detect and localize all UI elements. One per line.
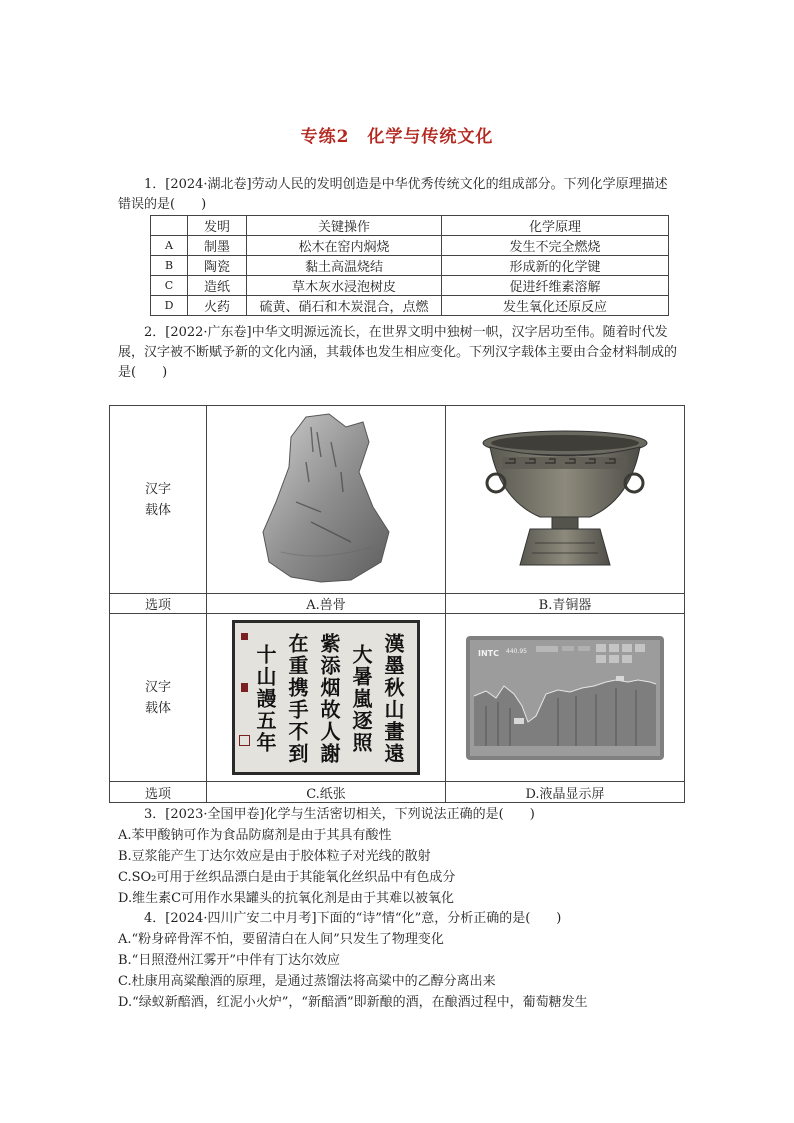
image-cell — [446, 406, 684, 593]
image-cell — [207, 406, 446, 593]
option-b: B.青铜器 — [538, 598, 592, 613]
question-3-option-c: C.SO₂可用于丝织品漂白是由于其能氧化丝织品中有色成分 — [118, 870, 456, 885]
table-cell: 促进纤维素溶解 — [442, 276, 669, 296]
table-row — [110, 782, 684, 802]
option-label: 选项 — [110, 782, 207, 802]
table-row — [110, 594, 684, 614]
question-4-stem: 4．[2024·四川广安二中月考]下面的“诗”情“化”意，分析正确的是( ) — [144, 911, 562, 926]
question-3-option-b: B.豆浆能产生丁达尔效应是由于胶体粒子对光线的散射 — [118, 849, 431, 864]
table-header-cell — [151, 216, 188, 236]
table-cell: 火药 — [188, 296, 247, 316]
table-header-cell: 发明 — [188, 216, 247, 236]
carrier-label: 汉字 — [144, 481, 171, 497]
table-cell: C — [151, 276, 188, 296]
calligraphy-paper-image — [232, 620, 420, 775]
carrier-label-cell — [110, 614, 207, 781]
option-d: D.液晶显示屏 — [525, 786, 605, 802]
oracle-bone-image — [251, 412, 401, 587]
lcd-screen-image — [466, 636, 664, 760]
table-row — [151, 296, 669, 316]
table-cell: 黏土高温烧结 — [247, 256, 442, 276]
carrier-label: 载体 — [144, 700, 171, 716]
question-4-option-a: A.“粉身碎骨浑不怕，要留清白在人间”只发生了物理变化 — [118, 932, 444, 947]
question-2-stem: 2．[2022·广东卷]中华文明源远流长，在世界文明中独树一帜，汉字居功至伟。随着时代发展，汉字被不断赋予新的文化内涵，其载体也发生相应变化。下列汉字载体主要由合金材料制成的是( ) — [118, 325, 678, 380]
question-4-option-d: D.“绿蚁新醅酒，红泥小火炉”，“新醅酒”即新酿的酒，在酿酒过程中，葡萄糖发生 — [118, 995, 588, 1010]
table-cell: 制墨 — [188, 236, 247, 256]
carrier-label: 汉字 — [144, 679, 171, 695]
question-1-table — [150, 215, 669, 316]
table-cell: 发生不完全燃烧 — [442, 236, 669, 256]
table-row — [110, 406, 684, 594]
option-label: 选项 — [110, 594, 207, 613]
table-cell: 松木在窑内焖烧 — [247, 236, 442, 256]
option-a: A.兽骨 — [207, 594, 446, 613]
question-4-option-c: C.杜康用高粱酿酒的原理，是通过蒸馏法将高粱中的乙醇分离出来 — [118, 974, 496, 989]
screen-ticker: INTC — [478, 648, 499, 658]
table-cell: D — [151, 296, 188, 316]
question-3-option-a: A.苯甲酸钠可作为食品防腐剂是由于其具有酸性 — [118, 828, 392, 843]
table-row — [151, 256, 669, 276]
table-cell: 陶瓷 — [188, 256, 247, 276]
question-2-table — [109, 405, 685, 803]
table-cell: 硫黄、硝石和木炭混合，点燃 — [247, 296, 442, 316]
table-header-row — [151, 216, 669, 236]
table-cell: 草木灰水浸泡树皮 — [247, 276, 442, 296]
bronze-vessel-image — [480, 425, 650, 575]
table-cell: 造纸 — [188, 276, 247, 296]
page-title: 专练2 化学与传统文化 — [300, 127, 494, 147]
question-4-option-b: B.“日照澄州江雾开”中伴有丁达尔效应 — [118, 953, 340, 968]
table-row — [151, 276, 669, 296]
question-4 — [118, 909, 678, 1013]
table-cell: A — [151, 236, 188, 256]
table-cell: 形成新的化学键 — [442, 256, 669, 276]
table-row — [110, 614, 684, 782]
table-header-cell: 关键操作 — [247, 216, 442, 236]
carrier-label-cell — [110, 406, 207, 593]
image-cell — [207, 614, 446, 781]
question-1-stem: 1．[2024·湖北卷]劳动人民的发明创造是中华优秀传统文化的组成部分。下列化学原理描述错误的是( ) — [118, 177, 668, 212]
image-cell — [446, 614, 684, 781]
table-cell: B — [151, 256, 188, 276]
screen-price: 440.95 — [506, 647, 527, 655]
carrier-label: 载体 — [144, 502, 171, 518]
question-3 — [118, 805, 678, 909]
question-3-stem: 3．[2023·全国甲卷]化学与生活密切相关，下列说法正确的是( ) — [144, 807, 535, 822]
table-header-cell: 化学原理 — [442, 216, 669, 236]
table-cell: 发生氧化还原反应 — [442, 296, 669, 316]
question-3-option-d: D.维生素C可用作水果罐头的抗氧化剂是由于其难以被氧化 — [118, 891, 455, 906]
option-c: C.纸张 — [207, 782, 446, 802]
calligraphy-text: 漢墨秋山畫遠 大暑嵐逐照 紫添烟故人謝 在重携手不到 十山謾五年 — [253, 633, 405, 765]
table-row — [151, 236, 669, 256]
